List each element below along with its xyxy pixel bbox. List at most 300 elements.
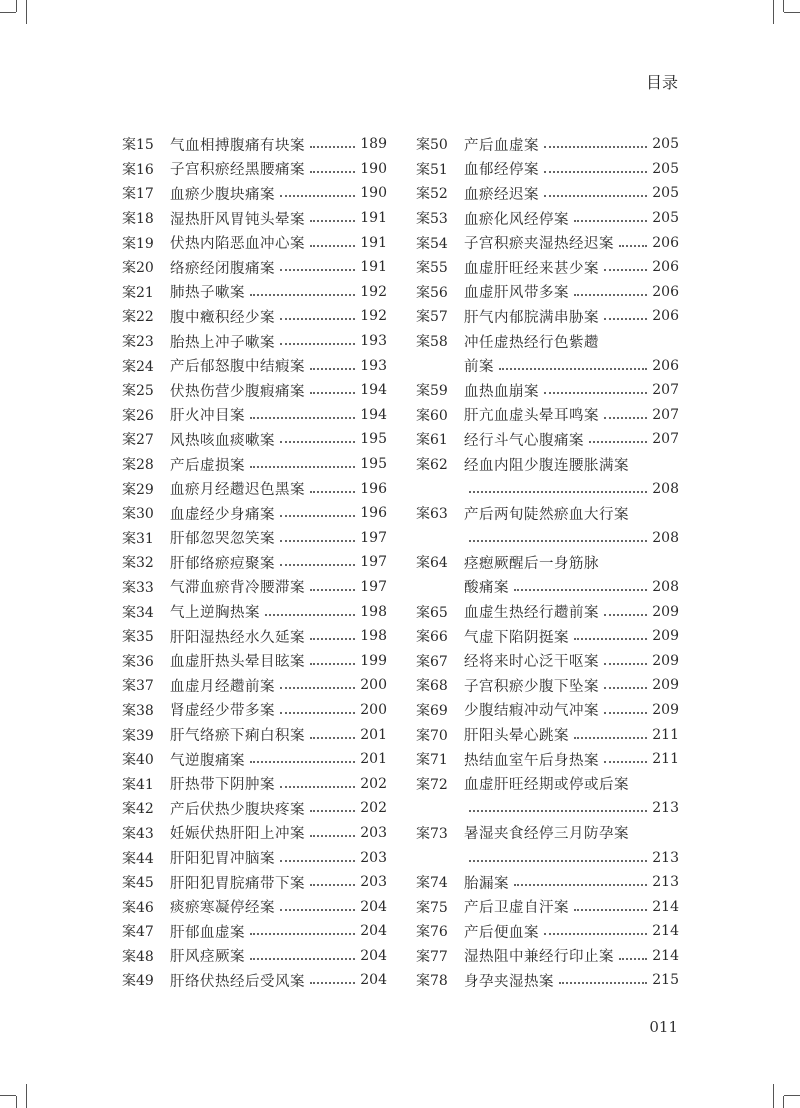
dot-leader bbox=[604, 417, 647, 419]
crop-mark bbox=[784, 1095, 800, 1096]
case-number: 案22 bbox=[122, 309, 154, 326]
entry-page-number: 192 bbox=[360, 308, 387, 325]
entry-page-number: 197 bbox=[360, 529, 387, 546]
toc-entry[interactable] bbox=[122, 526, 387, 551]
case-number: 案26 bbox=[122, 407, 154, 424]
dot-leader bbox=[250, 294, 355, 296]
dot-leader bbox=[250, 466, 355, 468]
toc-entry[interactable] bbox=[122, 624, 387, 649]
entry-page-number: 203 bbox=[360, 874, 387, 891]
case-number: 案72 bbox=[416, 776, 448, 793]
toc-entry[interactable] bbox=[122, 206, 387, 231]
case-number: 案20 bbox=[122, 260, 154, 277]
entry-title: 产后便血案 bbox=[464, 924, 539, 941]
entry-page-number: 204 bbox=[360, 898, 387, 915]
toc-entry[interactable] bbox=[122, 796, 387, 821]
toc-entry[interactable] bbox=[416, 403, 679, 428]
entry-page-number: 196 bbox=[360, 480, 387, 497]
dot-leader bbox=[310, 491, 355, 493]
case-number: 案38 bbox=[122, 702, 154, 719]
dot-leader bbox=[310, 737, 355, 739]
entry-page-number: 195 bbox=[360, 431, 387, 448]
entry-title: 血虚肝风带多案 bbox=[464, 285, 569, 302]
dot-leader bbox=[280, 515, 355, 517]
entry-page-number: 189 bbox=[360, 136, 387, 153]
entry-title: 络瘀经闭腹痛案 bbox=[170, 260, 275, 277]
entry-page-number: 208 bbox=[652, 480, 679, 497]
entry-title: 腹中癥积经少案 bbox=[170, 309, 275, 326]
toc-entry[interactable] bbox=[122, 550, 387, 575]
entry-page-number: 190 bbox=[360, 160, 387, 177]
entry-page-number: 211 bbox=[652, 751, 679, 768]
dot-leader bbox=[250, 761, 355, 763]
entry-title: 气滞血瘀背冷腰滞案 bbox=[170, 580, 305, 597]
entry-title: 产后两旬陡然瘀血大行案 bbox=[464, 506, 629, 523]
toc-entry[interactable] bbox=[416, 624, 679, 649]
toc-entry[interactable] bbox=[122, 698, 387, 723]
toc-entry[interactable] bbox=[416, 944, 679, 969]
toc-entry[interactable] bbox=[416, 501, 679, 526]
entry-title: 肝风痉厥案 bbox=[170, 949, 245, 966]
entry-title: 热结血室午后身热案 bbox=[464, 752, 599, 769]
dot-leader bbox=[604, 663, 647, 665]
crop-mark bbox=[26, 0, 27, 24]
dot-leader bbox=[574, 220, 647, 222]
dot-leader bbox=[310, 589, 355, 591]
case-number: 案55 bbox=[416, 260, 448, 277]
entry-title: 子宫积瘀夹湿热经迟案 bbox=[464, 236, 614, 253]
entry-page-number: 200 bbox=[360, 677, 387, 694]
case-number: 案19 bbox=[122, 235, 154, 252]
entry-page-number: 192 bbox=[360, 283, 387, 300]
dot-leader bbox=[514, 589, 647, 591]
dot-leader bbox=[280, 909, 355, 911]
dot-leader bbox=[310, 245, 355, 247]
entry-page-number: 206 bbox=[652, 308, 679, 325]
toc-entry[interactable] bbox=[122, 255, 387, 280]
entry-page-number: 206 bbox=[652, 234, 679, 251]
case-number: 案23 bbox=[122, 334, 154, 351]
entry-title: 血虚月经趱前案 bbox=[170, 678, 275, 695]
toc-entry[interactable] bbox=[416, 230, 679, 255]
case-number: 案18 bbox=[122, 211, 154, 228]
toc-entry[interactable] bbox=[416, 599, 679, 624]
entry-title: 产后伏热少腹块疼案 bbox=[170, 801, 305, 818]
dot-leader bbox=[604, 614, 647, 616]
dot-leader bbox=[280, 712, 355, 714]
dot-leader bbox=[310, 663, 355, 665]
dot-leader bbox=[280, 441, 355, 443]
dot-leader bbox=[469, 810, 647, 812]
entry-title: 血瘀化风经停案 bbox=[464, 211, 569, 228]
toc-entry[interactable] bbox=[416, 304, 679, 329]
toc-entry[interactable] bbox=[122, 968, 387, 993]
toc-entry[interactable] bbox=[122, 870, 387, 895]
entry-title: 子宫积瘀经黑腰痛案 bbox=[170, 162, 305, 179]
crop-mark bbox=[26, 1084, 27, 1108]
entry-page-number: 197 bbox=[360, 554, 387, 571]
dot-leader bbox=[574, 737, 647, 739]
case-number: 案60 bbox=[416, 407, 448, 424]
case-number: 案24 bbox=[122, 358, 154, 375]
case-number: 案21 bbox=[122, 284, 154, 301]
case-number: 案65 bbox=[416, 604, 448, 621]
entry-title: 肝阳头晕心跳案 bbox=[464, 728, 569, 745]
toc-entry[interactable] bbox=[122, 181, 387, 206]
entry-page-number: 214 bbox=[652, 947, 679, 964]
entry-title: 血虚生热经行趱前案 bbox=[464, 605, 599, 622]
entry-title: 湿热阻中兼经行印止案 bbox=[464, 949, 614, 966]
dot-leader bbox=[604, 269, 647, 271]
entry-page-number: 207 bbox=[652, 431, 679, 448]
case-number: 案52 bbox=[416, 186, 448, 203]
case-number: 案61 bbox=[416, 432, 448, 449]
toc-entry[interactable] bbox=[416, 673, 679, 698]
toc-entry[interactable] bbox=[122, 673, 387, 698]
case-number: 案25 bbox=[122, 383, 154, 400]
entry-page-number: 193 bbox=[360, 357, 387, 374]
case-number: 案36 bbox=[122, 653, 154, 670]
crop-mark bbox=[16, 0, 17, 12]
entry-title: 血瘀少腹块痛案 bbox=[170, 186, 275, 203]
case-number: 案69 bbox=[416, 702, 448, 719]
toc-right-column bbox=[416, 132, 679, 993]
toc-entry[interactable] bbox=[416, 452, 679, 477]
dot-leader bbox=[604, 687, 647, 689]
entry-page-number: 206 bbox=[652, 357, 679, 374]
entry-page-number: 190 bbox=[360, 185, 387, 202]
toc-entry[interactable] bbox=[122, 747, 387, 772]
entry-page-number: 196 bbox=[360, 505, 387, 522]
entry-title: 血虚经少身痛案 bbox=[170, 506, 275, 523]
case-number: 案48 bbox=[122, 948, 154, 965]
toc-entry[interactable] bbox=[122, 722, 387, 747]
toc-entry[interactable] bbox=[122, 501, 387, 526]
entry-title: 气逆腹痛案 bbox=[170, 752, 245, 769]
entry-page-number: 209 bbox=[652, 652, 679, 669]
entry-page-number: 203 bbox=[360, 849, 387, 866]
toc-entry[interactable] bbox=[416, 919, 679, 944]
dot-leader bbox=[544, 933, 647, 935]
toc-entry[interactable] bbox=[122, 427, 387, 452]
entry-title: 少腹结瘕冲动气冲案 bbox=[464, 703, 599, 720]
dot-leader bbox=[310, 638, 355, 640]
entry-title: 肝阳犯胃脘痛带下案 bbox=[170, 875, 305, 892]
dot-leader bbox=[499, 368, 647, 370]
entry-page-number: 209 bbox=[652, 701, 679, 718]
entry-title: 肝郁血虚案 bbox=[170, 924, 245, 941]
entry-title: 肺热子嗽案 bbox=[170, 285, 245, 302]
case-number: 案39 bbox=[122, 727, 154, 744]
dot-leader bbox=[280, 343, 355, 345]
entry-page-number: 202 bbox=[360, 775, 387, 792]
toc-entry[interactable] bbox=[416, 550, 679, 575]
case-number: 案63 bbox=[416, 506, 448, 523]
crop-mark bbox=[0, 12, 16, 13]
entry-page-number: 202 bbox=[360, 800, 387, 817]
dot-leader bbox=[280, 540, 355, 542]
toc-entry[interactable] bbox=[122, 132, 387, 157]
toc-entry[interactable] bbox=[416, 698, 679, 723]
dot-leader bbox=[514, 884, 647, 886]
entry-title: 经血内阻少腹连腰胀满案 bbox=[464, 457, 629, 474]
entry-page-number: 201 bbox=[360, 726, 387, 743]
case-number: 案27 bbox=[122, 432, 154, 449]
toc-entry[interactable] bbox=[416, 747, 679, 772]
entry-title: 肝郁忽哭忽笑案 bbox=[170, 531, 275, 548]
toc-entry[interactable] bbox=[122, 845, 387, 870]
entry-page-number: 215 bbox=[652, 972, 679, 989]
case-number: 案73 bbox=[416, 825, 448, 842]
dot-leader bbox=[544, 146, 647, 148]
crop-mark bbox=[773, 1084, 774, 1108]
entry-page-number: 209 bbox=[652, 628, 679, 645]
entry-title: 肝亢血虚头晕耳鸣案 bbox=[464, 408, 599, 425]
toc-entry[interactable] bbox=[122, 378, 387, 403]
entry-page-number: 191 bbox=[360, 234, 387, 251]
dot-leader bbox=[604, 712, 647, 714]
entry-title: 血郁经停案 bbox=[464, 162, 539, 179]
case-number: 案53 bbox=[416, 211, 448, 228]
toc-entry[interactable] bbox=[416, 526, 679, 551]
toc-entry[interactable] bbox=[416, 722, 679, 747]
case-number: 案58 bbox=[416, 334, 448, 351]
case-number: 案33 bbox=[122, 579, 154, 596]
case-number: 案46 bbox=[122, 899, 154, 916]
toc-entry[interactable] bbox=[416, 821, 679, 846]
case-number: 案16 bbox=[122, 161, 154, 178]
dot-leader bbox=[589, 441, 647, 443]
case-number: 案44 bbox=[122, 850, 154, 867]
dot-leader bbox=[310, 982, 355, 984]
entry-title: 血虚肝热头晕目眩案 bbox=[170, 654, 305, 671]
page-number: 011 bbox=[649, 1018, 678, 1036]
toc-entry[interactable] bbox=[416, 968, 679, 993]
case-number: 案51 bbox=[416, 161, 448, 178]
toc-entry[interactable] bbox=[122, 403, 387, 428]
dot-leader bbox=[310, 368, 355, 370]
entry-title: 肝热带下阴肿案 bbox=[170, 777, 275, 794]
toc-entry[interactable] bbox=[122, 575, 387, 600]
entry-title: 气虚下陷阴挺案 bbox=[464, 629, 569, 646]
dot-leader bbox=[544, 392, 647, 394]
dot-leader bbox=[280, 687, 355, 689]
entry-title: 妊娠伏热肝阳上冲案 bbox=[170, 826, 305, 843]
case-number: 案75 bbox=[416, 899, 448, 916]
entry-page-number: 195 bbox=[360, 456, 387, 473]
dot-leader bbox=[310, 146, 355, 148]
entry-page-number: 194 bbox=[360, 382, 387, 399]
entry-page-number: 204 bbox=[360, 972, 387, 989]
dot-leader bbox=[310, 220, 355, 222]
crop-mark bbox=[784, 12, 800, 13]
case-number: 案70 bbox=[416, 727, 448, 744]
case-number: 案34 bbox=[122, 604, 154, 621]
entry-page-number: 207 bbox=[652, 406, 679, 423]
case-number: 案56 bbox=[416, 284, 448, 301]
entry-title: 痰瘀寒凝停经案 bbox=[170, 900, 275, 917]
running-header-title: 目录 bbox=[645, 73, 678, 92]
entry-title: 肝络伏热经后受风案 bbox=[170, 973, 305, 990]
case-number: 案59 bbox=[416, 383, 448, 400]
dot-leader bbox=[574, 638, 647, 640]
entry-page-number: 206 bbox=[652, 283, 679, 300]
case-number: 案45 bbox=[122, 875, 154, 892]
toc-entry[interactable] bbox=[416, 378, 679, 403]
entry-page-number: 197 bbox=[360, 578, 387, 595]
entry-page-number: 211 bbox=[652, 726, 679, 743]
entry-title: 冲任虚热经行色紫趱 bbox=[464, 334, 599, 351]
toc-entry[interactable] bbox=[122, 230, 387, 255]
entry-title: 身孕夹湿热案 bbox=[464, 973, 554, 990]
toc-entry[interactable] bbox=[122, 329, 387, 354]
case-number: 案71 bbox=[416, 752, 448, 769]
toc-entry[interactable] bbox=[122, 304, 387, 329]
case-number: 案54 bbox=[416, 235, 448, 252]
toc-entry[interactable] bbox=[416, 476, 679, 501]
case-number: 案35 bbox=[122, 629, 154, 646]
entry-page-number: 205 bbox=[652, 210, 679, 227]
toc-entry[interactable] bbox=[122, 821, 387, 846]
dot-leader bbox=[574, 294, 647, 296]
entry-page-number: 191 bbox=[360, 210, 387, 227]
toc-entry[interactable] bbox=[122, 944, 387, 969]
toc-entry[interactable] bbox=[122, 476, 387, 501]
toc-entry[interactable] bbox=[416, 280, 679, 305]
entry-page-number: 214 bbox=[652, 898, 679, 915]
toc-entry[interactable] bbox=[122, 157, 387, 182]
entry-page-number: 194 bbox=[360, 406, 387, 423]
toc-entry[interactable] bbox=[122, 919, 387, 944]
entry-title: 血虚肝旺经期或停或后案 bbox=[464, 777, 629, 794]
toc-entry[interactable] bbox=[122, 280, 387, 305]
toc-entry[interactable] bbox=[416, 427, 679, 452]
dot-leader bbox=[469, 860, 647, 862]
case-number: 案42 bbox=[122, 801, 154, 818]
entry-title: 湿热肝风胃钝头晕案 bbox=[170, 211, 305, 228]
dot-leader bbox=[310, 171, 355, 173]
crop-mark bbox=[773, 0, 774, 24]
entry-title: 肝阳湿热经水久延案 bbox=[170, 629, 305, 646]
dot-leader bbox=[574, 909, 647, 911]
toc-left-column bbox=[122, 132, 387, 993]
case-number: 案76 bbox=[416, 924, 448, 941]
toc-entry[interactable] bbox=[122, 648, 387, 673]
case-number: 案31 bbox=[122, 530, 154, 547]
entry-title: 子宫积瘀少腹下坠案 bbox=[464, 678, 599, 695]
entry-title: 暑湿夹食经停三月防孕案 bbox=[464, 826, 629, 843]
entry-title: 胎热上冲子嗽案 bbox=[170, 334, 275, 351]
case-number: 案29 bbox=[122, 481, 154, 498]
case-number: 案67 bbox=[416, 653, 448, 670]
entry-title: 血虚肝旺经来甚少案 bbox=[464, 260, 599, 277]
case-number: 案41 bbox=[122, 776, 154, 793]
toc-entry[interactable] bbox=[416, 353, 679, 378]
toc-entry[interactable] bbox=[416, 771, 679, 796]
dot-leader bbox=[310, 810, 355, 812]
toc-entry[interactable] bbox=[416, 181, 679, 206]
entry-page-number: 213 bbox=[652, 874, 679, 891]
crop-mark bbox=[783, 1096, 784, 1108]
toc-entry[interactable] bbox=[122, 599, 387, 624]
toc-entry[interactable] bbox=[416, 870, 679, 895]
toc-entry[interactable] bbox=[122, 452, 387, 477]
case-number: 案30 bbox=[122, 506, 154, 523]
dot-leader bbox=[280, 269, 355, 271]
toc-entry[interactable] bbox=[122, 894, 387, 919]
case-number: 案40 bbox=[122, 752, 154, 769]
case-number: 案66 bbox=[416, 629, 448, 646]
entry-title: 经将来时心泛干呕案 bbox=[464, 654, 599, 671]
case-number: 案62 bbox=[416, 457, 448, 474]
dot-leader bbox=[469, 540, 647, 542]
entry-title: 痉瘛厥醒后一身筋脉 bbox=[464, 555, 599, 572]
entry-page-number: 213 bbox=[652, 800, 679, 817]
entry-title: 肾虚经少带多案 bbox=[170, 703, 275, 720]
entry-title: 肝郁络瘀痘聚案 bbox=[170, 555, 275, 572]
entry-title: 肝阳犯胃冲脑案 bbox=[170, 851, 275, 868]
toc-entry[interactable] bbox=[416, 329, 679, 354]
toc-entry[interactable] bbox=[416, 575, 679, 600]
toc-entry[interactable] bbox=[416, 648, 679, 673]
case-number: 案47 bbox=[122, 924, 154, 941]
entry-page-number: 205 bbox=[652, 185, 679, 202]
entry-title: 风热咳血痰嗽案 bbox=[170, 432, 275, 449]
toc-entry[interactable] bbox=[122, 771, 387, 796]
crop-mark bbox=[783, 0, 784, 12]
entry-title: 血瘀经迟案 bbox=[464, 186, 539, 203]
case-number: 案64 bbox=[416, 555, 448, 572]
entry-page-number: 209 bbox=[652, 603, 679, 620]
toc-entry[interactable] bbox=[416, 255, 679, 280]
dot-leader bbox=[250, 933, 355, 935]
entry-title: 肝火冲目案 bbox=[170, 408, 245, 425]
entry-page-number: 193 bbox=[360, 333, 387, 350]
crop-mark bbox=[16, 1096, 17, 1108]
toc-entry[interactable] bbox=[416, 132, 679, 157]
toc-entry[interactable] bbox=[416, 796, 679, 821]
toc-entry[interactable] bbox=[416, 157, 679, 182]
case-number: 案77 bbox=[416, 948, 448, 965]
case-number: 案32 bbox=[122, 555, 154, 572]
entry-page-number: 204 bbox=[360, 923, 387, 940]
dot-leader bbox=[544, 171, 647, 173]
entry-title: 胎漏案 bbox=[464, 875, 509, 892]
entry-title: 肝气络瘀下痢白积案 bbox=[170, 728, 305, 745]
entry-title: 血瘀月经趱迟色黑案 bbox=[170, 482, 305, 499]
entry-page-number: 207 bbox=[652, 382, 679, 399]
crop-mark bbox=[0, 1095, 16, 1096]
dot-leader bbox=[544, 195, 647, 197]
entry-title: 产后卫虚自汗案 bbox=[464, 900, 569, 917]
case-number: 案37 bbox=[122, 678, 154, 695]
entry-title: 肝气内郁脘满串胁案 bbox=[464, 309, 599, 326]
entry-page-number: 204 bbox=[360, 947, 387, 964]
entry-page-number: 214 bbox=[652, 923, 679, 940]
toc-entry[interactable] bbox=[416, 206, 679, 231]
entry-page-number: 200 bbox=[360, 701, 387, 718]
dot-leader bbox=[619, 245, 647, 247]
entry-title: 酸痛案 bbox=[464, 580, 509, 597]
toc-entry[interactable] bbox=[122, 353, 387, 378]
entry-title: 血热血崩案 bbox=[464, 383, 539, 400]
toc-entry[interactable] bbox=[416, 894, 679, 919]
dot-leader bbox=[310, 835, 355, 837]
dot-leader bbox=[280, 564, 355, 566]
dot-leader bbox=[604, 761, 647, 763]
dot-leader bbox=[280, 318, 355, 320]
toc-entry[interactable] bbox=[416, 845, 679, 870]
